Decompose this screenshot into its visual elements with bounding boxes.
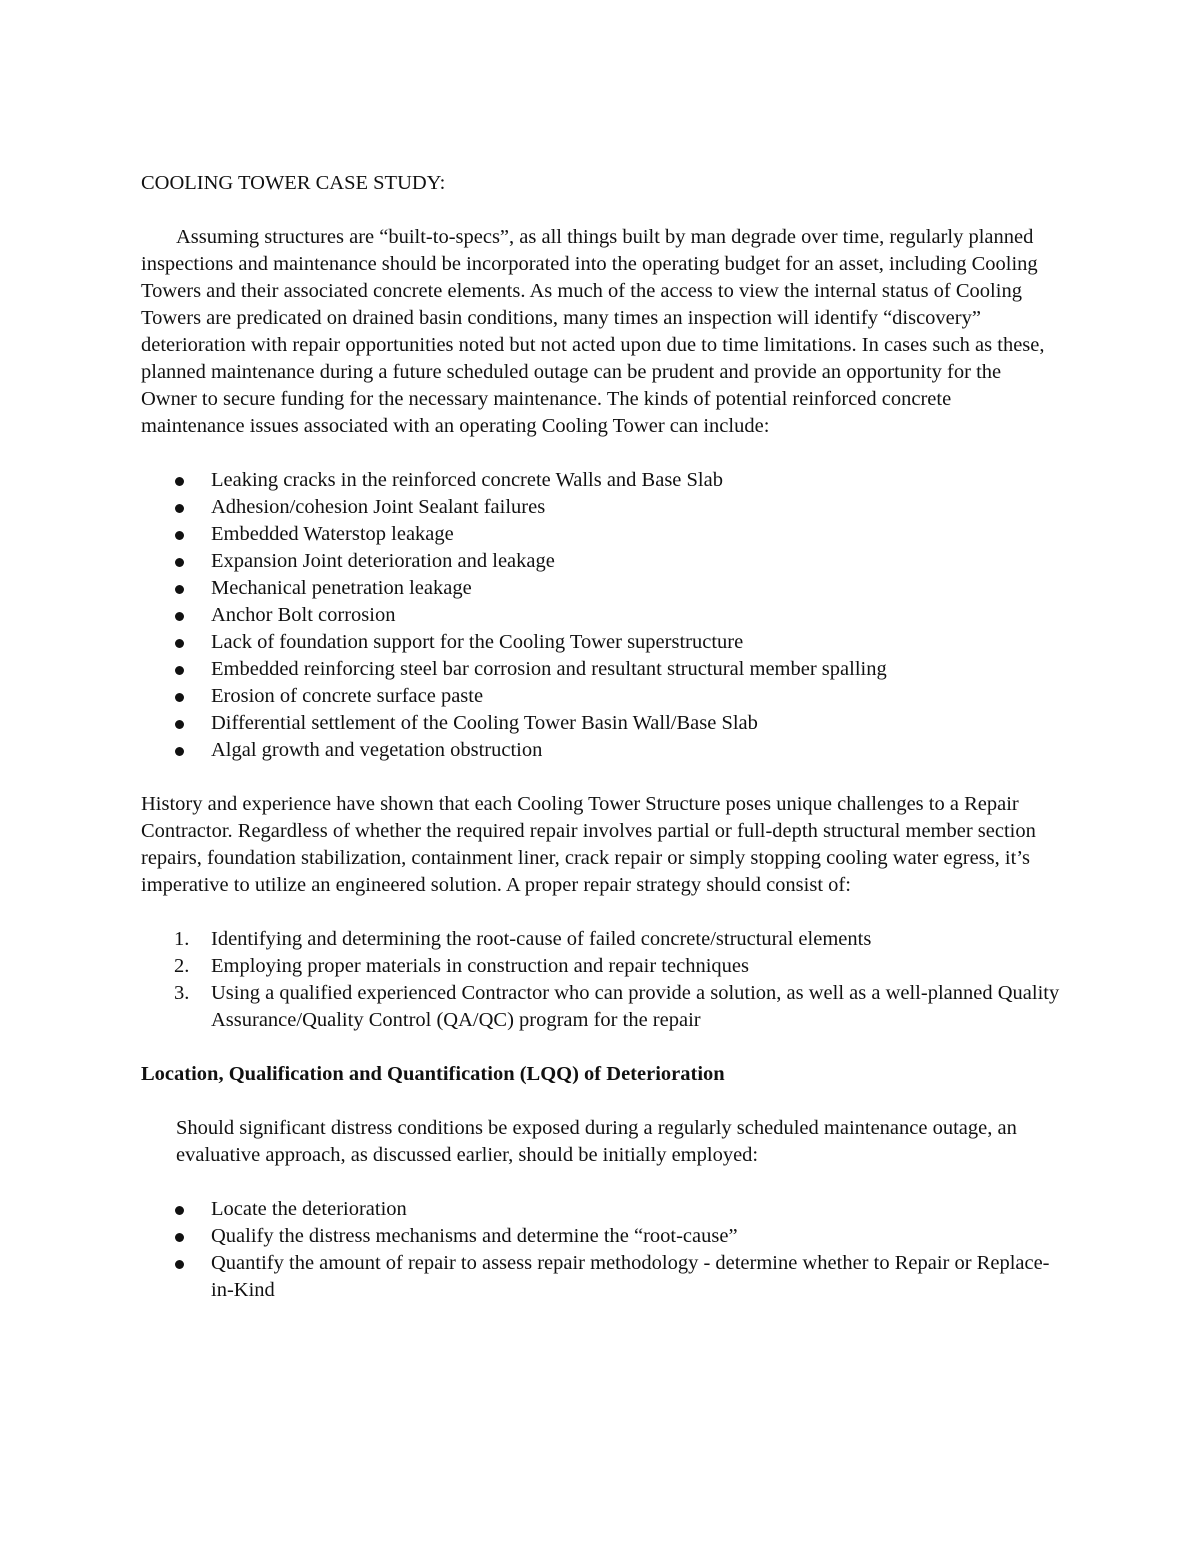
list-number: 2. [174, 955, 190, 977]
list-item-text: Quantify the amount of repair to assess repair methodology - determine whether to Repair or Replace-in-Kind [211, 1252, 1050, 1301]
list-item [141, 629, 1061, 656]
list-item-text: Erosion of concrete surface paste [211, 685, 484, 707]
list-item-text: Identifying and determining the root-cause of failed concrete/structural elements [211, 928, 872, 950]
list-item-text: Employing proper materials in construction and repair techniques [211, 955, 749, 977]
list-item [141, 683, 1061, 710]
bullet-icon [175, 558, 184, 567]
lqq-paragraph: Should significant distress conditions be exposed during a regularly scheduled maintenance outage, an evaluative approach, as discussed earlier, should be initially employed: [176, 1117, 1017, 1166]
list-item-text: Mechanical penetration leakage [211, 577, 472, 599]
list-number: 1. [174, 928, 190, 950]
list-item [141, 926, 1061, 953]
list-item-text: Locate the deterioration [211, 1198, 407, 1220]
bullet-icon [175, 585, 184, 594]
intro-paragraph: Assuming structures are “built-to-specs”, as all things built by man degrade over time, regularly planned inspections and maintenance should be incorporated into the operating budget for an asset, including Cooling Towers and their associated concrete elements. As much of the access to view the internal status of Cooling Towers are predicated on drained basin conditions, many times an inspection will identify “discovery” deterioration with repair opportunities noted but not acted upon due to time limitations. In cases such as these, planned maintenance during a future scheduled outage can be prudent and provide an opportunity for the Owner to secure funding for the necessary maintenance. The kinds of potential reinforced concrete maintenance issues associated with an operating Cooling Tower can include: [141, 226, 1045, 437]
bullet-icon [175, 666, 184, 675]
list-item [141, 1196, 1061, 1223]
list-item [141, 710, 1061, 737]
list-item [141, 494, 1061, 521]
bullet-icon [175, 504, 184, 513]
bullet-icon [175, 639, 184, 648]
list-item-text: Lack of foundation support for the Cooling Tower superstructure [211, 631, 744, 653]
issues-list [141, 467, 1061, 764]
bullet-icon [175, 747, 184, 756]
list-item-text: Expansion Joint deterioration and leakage [211, 550, 555, 572]
document-page [141, 170, 1061, 1304]
lqq-heading: Location, Qualification and Quantification (LQQ) of Deterioration [141, 1063, 725, 1085]
list-item-text: Embedded Waterstop leakage [211, 523, 454, 545]
history-paragraph: History and experience have shown that each Cooling Tower Structure poses unique challenges to a Repair Contractor. Regardless of whether the required repair involves partial or full-depth structural member section repairs, foundation stabilization, containment liner, crack repair or simply stopping cooling water egress, it’s imperative to utilize an engineered solution. A proper repair strategy should consist of: [141, 793, 1036, 896]
bullet-icon [175, 720, 184, 729]
lqq-steps-list [141, 1196, 1061, 1304]
list-item [141, 575, 1061, 602]
list-item [141, 1250, 1061, 1304]
list-item-text: Differential settlement of the Cooling Tower Basin Wall/Base Slab [211, 712, 758, 734]
list-item [141, 1223, 1061, 1250]
document-title: COOLING TOWER CASE STUDY: [141, 172, 446, 194]
list-item [141, 953, 1061, 980]
list-item [141, 467, 1061, 494]
list-item-text: Embedded reinforcing steel bar corrosion and resultant structural member spalling [211, 658, 887, 680]
bullet-icon [175, 531, 184, 540]
bullet-icon [175, 477, 184, 486]
bullet-icon [175, 612, 184, 621]
bullet-icon [175, 1233, 184, 1242]
list-item [141, 737, 1061, 764]
list-item [141, 602, 1061, 629]
list-item-text: Algal growth and vegetation obstruction [211, 739, 543, 761]
bullet-icon [175, 693, 184, 702]
list-item-text: Leaking cracks in the reinforced concrete Walls and Base Slab [211, 469, 723, 491]
list-item [141, 980, 1061, 1034]
bullet-icon [175, 1206, 184, 1215]
list-number: 3. [174, 982, 190, 1004]
bullet-icon [175, 1260, 184, 1269]
strategy-list [141, 926, 1061, 1034]
list-item-text: Using a qualified experienced Contractor who can provide a solution, as well as a well-planned Quality Assurance/Quality Control (QA/QC) program for the repair [211, 982, 1060, 1031]
list-item-text: Qualify the distress mechanisms and determine the “root-cause” [211, 1225, 738, 1247]
list-item-text: Adhesion/cohesion Joint Sealant failures [211, 496, 546, 518]
list-item [141, 521, 1061, 548]
list-item [141, 548, 1061, 575]
list-item [141, 656, 1061, 683]
list-item-text: Anchor Bolt corrosion [211, 604, 396, 626]
